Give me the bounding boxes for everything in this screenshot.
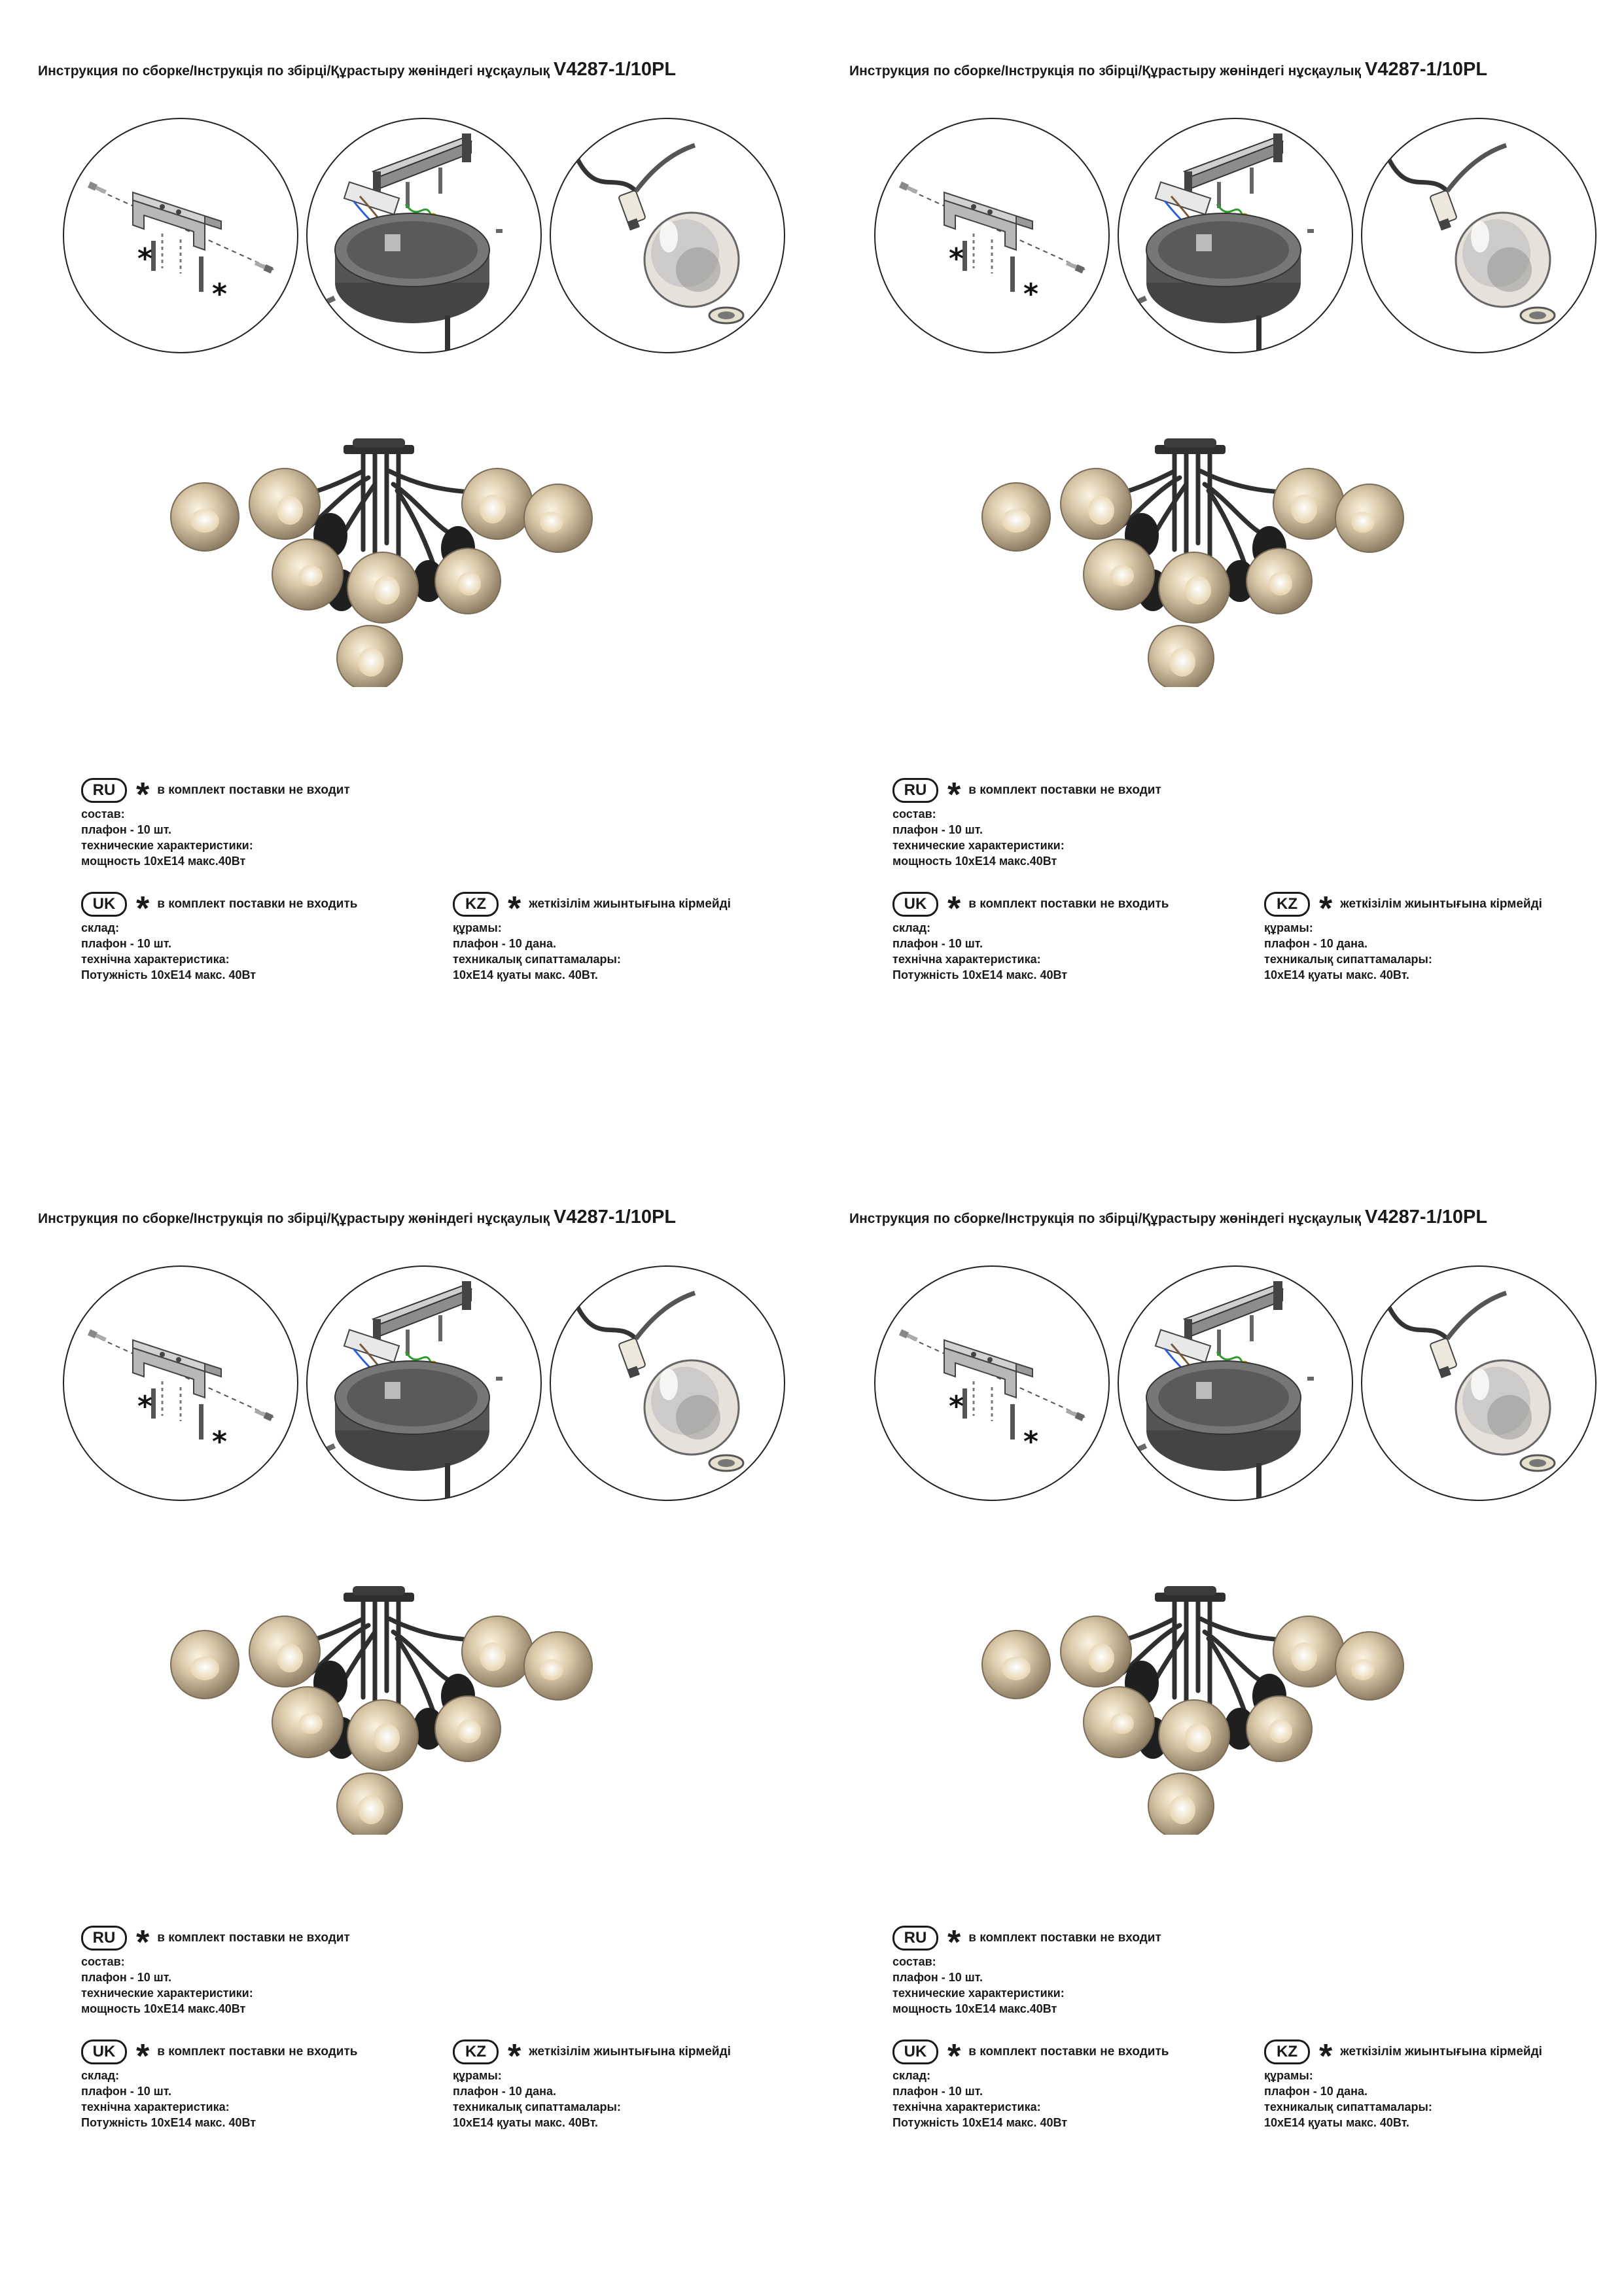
spec-line: состав: xyxy=(892,807,936,821)
instruction-title xyxy=(38,1207,676,1228)
socket xyxy=(618,1338,646,1379)
svg-text:*: * xyxy=(212,277,228,311)
asterisk-mark: * xyxy=(1319,890,1333,928)
spec-line: склад: xyxy=(81,921,120,934)
bracket-screws-icon xyxy=(875,1267,1108,1500)
svg-text:*: * xyxy=(949,242,964,275)
spec-line: технические характеристики: xyxy=(892,1987,1065,2000)
not-included-note: жеткізілім жиынтығына кірмейді xyxy=(1340,2045,1542,2058)
asterisk-mark: * xyxy=(508,2038,521,2075)
asterisk-mark: * xyxy=(136,776,150,814)
instruction-panel-bottom-left xyxy=(0,1148,811,2295)
spec-line: состав: xyxy=(892,1955,936,1968)
spec-line: плафон - 10 дана. xyxy=(1264,937,1368,950)
spec-line: плафон - 10 шт. xyxy=(81,1971,171,1984)
step-2-wiring-diagram xyxy=(1118,118,1353,353)
not-included-note: в комплект поставки не входит xyxy=(157,1931,350,1945)
spec-line: плафон - 10 дана. xyxy=(453,937,557,950)
glass-shade xyxy=(644,213,739,307)
not-included-note: жеткізілім жиынтығына кірмейді xyxy=(529,2045,731,2058)
glass-shade xyxy=(1456,1360,1550,1455)
right-screw xyxy=(254,1407,274,1421)
not-included-note: жеткізілім жиынтығына кірмейді xyxy=(1340,897,1542,911)
glass-shade xyxy=(1456,213,1550,307)
step-1-bracket-diagram xyxy=(63,118,298,353)
left-screw xyxy=(899,1329,919,1343)
lang-badge-kz: KZ xyxy=(453,2040,499,2064)
spec-line: техникалық сипаттамалары: xyxy=(453,2100,621,2113)
shade-ring xyxy=(709,308,743,323)
asterisk-mark: * xyxy=(1319,2038,1333,2075)
spec-line: плафон - 10 дана. xyxy=(453,2085,557,2098)
spec-line: мощность 10хЕ14 макс.40Вт xyxy=(892,855,1057,868)
step-3-shade-diagram xyxy=(1361,118,1597,353)
asterisk-mark: * xyxy=(136,2038,150,2075)
step-2-wiring-diagram xyxy=(306,1265,542,1501)
shade-socket-icon xyxy=(1362,1267,1595,1500)
lang-badge-ru: RU xyxy=(892,1926,938,1951)
chandelier-illustration xyxy=(978,1566,1430,1835)
not-included-note: в комплект поставки не входить xyxy=(157,897,358,911)
wiring-canopy-icon xyxy=(308,1267,540,1500)
chandelier-illustration xyxy=(167,419,618,687)
wiring-canopy-icon xyxy=(308,119,540,352)
svg-text:*: * xyxy=(137,242,153,275)
ceiling-canopy xyxy=(1155,438,1226,454)
spec-line: мощность 10хЕ14 макс.40Вт xyxy=(81,855,246,868)
spec-line: құрамы: xyxy=(1264,2069,1313,2082)
ceiling-bracket xyxy=(1184,1281,1282,1347)
asterisk-mark: * xyxy=(136,1924,150,1962)
section-uk xyxy=(81,890,357,983)
shade-ring xyxy=(709,1455,743,1471)
step-3-shade-diagram xyxy=(1361,1265,1597,1501)
bracket-screws-icon xyxy=(64,119,297,352)
lang-badge-kz: KZ xyxy=(1264,892,1310,917)
spec-line: 10хЕ14 қуаты макс. 40Вт. xyxy=(453,2116,598,2129)
spec-line: технічна характеристика: xyxy=(892,2100,1041,2113)
chandelier-icon xyxy=(978,419,1430,687)
model-number: V4287-1/10PL xyxy=(554,59,677,80)
instruction-panel-top-left xyxy=(0,0,811,1148)
spec-line: плафон - 10 шт. xyxy=(81,937,171,950)
section-uk xyxy=(81,2038,357,2130)
ceiling-bracket xyxy=(1184,133,1282,199)
spec-line: технічна характеристика: xyxy=(81,953,230,966)
asterisk-mark: * xyxy=(136,890,150,928)
svg-text:*: * xyxy=(1023,1425,1039,1458)
instruction-title xyxy=(849,1207,1487,1228)
spec-line: плафон - 10 шт. xyxy=(892,937,983,950)
ceiling-bracket xyxy=(373,1281,471,1347)
spec-line: плафон - 10 шт. xyxy=(892,1971,983,1984)
spec-line: технические характеристики: xyxy=(892,839,1065,852)
spec-line: Потужність 10хЕ14 макс. 40Вт xyxy=(81,2116,256,2129)
shade-socket-icon xyxy=(551,119,784,352)
wiring-canopy-icon xyxy=(1119,119,1352,352)
svg-text:*: * xyxy=(1023,277,1039,311)
asterisk-mark: * xyxy=(508,890,521,928)
section-kz xyxy=(453,2038,731,2130)
lang-badge-uk: UK xyxy=(892,2040,938,2064)
spec-line: 10хЕ14 қуаты макс. 40Вт. xyxy=(1264,2116,1409,2129)
canopy xyxy=(1146,1361,1301,1471)
spec-line: техникалық сипаттамалары: xyxy=(1264,953,1432,966)
asterisk-mark: * xyxy=(947,776,961,814)
section-uk xyxy=(892,890,1169,983)
spec-line: плафон - 10 шт. xyxy=(892,823,983,836)
chandelier-illustration xyxy=(978,419,1430,687)
lang-badge-kz: KZ xyxy=(1264,2040,1310,2064)
shade-ring xyxy=(1521,308,1555,323)
left-screw xyxy=(88,1329,107,1343)
svg-text:*: * xyxy=(212,1425,228,1458)
shade-socket-icon xyxy=(551,1267,784,1500)
svg-text:*: * xyxy=(949,1390,964,1423)
ceiling-canopy xyxy=(344,1586,414,1602)
not-included-note: в комплект поставки не входит xyxy=(968,783,1161,797)
lang-badge-uk: UK xyxy=(81,2040,127,2064)
spec-line: техникалық сипаттамалары: xyxy=(1264,2100,1432,2113)
instruction-title xyxy=(849,59,1487,80)
spec-line: 10хЕ14 қуаты макс. 40Вт. xyxy=(453,968,598,981)
right-screw xyxy=(254,260,274,274)
section-ru xyxy=(892,776,1161,869)
spec-line: технічна характеристика: xyxy=(892,953,1041,966)
mounting-bracket xyxy=(944,1340,1033,1398)
spec-line: состав: xyxy=(81,807,125,821)
asterisk-mark: * xyxy=(947,1924,961,1962)
spec-line: мощность 10хЕ14 макс.40Вт xyxy=(81,2002,246,2015)
not-included-note: в комплект поставки не входить xyxy=(157,2045,358,2058)
spec-line: технічна характеристика: xyxy=(81,2100,230,2113)
step-3-shade-diagram xyxy=(550,1265,785,1501)
chandelier-icon xyxy=(978,1566,1430,1835)
not-included-note: в комплект поставки не входит xyxy=(968,1931,1161,1945)
instruction-panel-top-right xyxy=(811,0,1623,1148)
glass-shade xyxy=(644,1360,739,1455)
spec-line: 10хЕ14 қуаты макс. 40Вт. xyxy=(1264,968,1409,981)
spec-line: Потужність 10хЕ14 макс. 40Вт xyxy=(892,2116,1068,2129)
mounting-bracket xyxy=(133,1340,221,1398)
spec-line: құрамы: xyxy=(1264,921,1313,934)
socket xyxy=(618,190,646,231)
left-screw xyxy=(899,181,919,195)
spec-line: плафон - 10 шт. xyxy=(81,823,171,836)
spec-line: технические характеристики: xyxy=(81,839,253,852)
chandelier-icon xyxy=(167,1566,618,1835)
lang-badge-kz: KZ xyxy=(453,892,499,917)
shade-socket-icon xyxy=(1362,119,1595,352)
title-text: Инструкция по сборке/Інструкція по збірці/Құрастыру жөніндегі нұсқаулық xyxy=(849,1211,1362,1226)
spec-line: плафон - 10 дана. xyxy=(1264,2085,1368,2098)
section-kz xyxy=(453,890,731,983)
spec-line: техникалық сипаттамалары: xyxy=(453,953,621,966)
step-2-wiring-diagram xyxy=(306,118,542,353)
left-screw xyxy=(88,181,107,195)
lang-badge-uk: UK xyxy=(892,892,938,917)
section-kz xyxy=(1264,890,1542,983)
bracket-screws-icon xyxy=(875,119,1108,352)
instruction-panel-bottom-right xyxy=(811,1148,1623,2295)
spec-line: құрамы: xyxy=(453,2069,502,2082)
title-text: Инструкция по сборке/Інструкція по збірці/Құрастыру жөніндегі нұсқаулық xyxy=(849,63,1362,79)
wiring-canopy-icon xyxy=(1119,1267,1352,1500)
title-text: Инструкция по сборке/Інструкція по збірці/Құрастыру жөніндегі нұсқаулық xyxy=(38,63,550,79)
not-included-note: жеткізілім жиынтығына кірмейді xyxy=(529,897,731,911)
bracket-screws-icon xyxy=(64,1267,297,1500)
not-included-note: в комплект поставки не входит xyxy=(157,783,350,797)
step-1-bracket-diagram xyxy=(874,118,1110,353)
spec-line: склад: xyxy=(892,921,931,934)
spec-line: склад: xyxy=(81,2069,120,2082)
ceiling-canopy xyxy=(344,438,414,454)
section-ru xyxy=(81,776,350,869)
not-included-note: в комплект поставки не входить xyxy=(968,897,1169,911)
spec-line: плафон - 10 шт. xyxy=(892,2085,983,2098)
section-kz xyxy=(1264,2038,1542,2130)
lang-badge-ru: RU xyxy=(81,1926,127,1951)
right-screw xyxy=(1065,260,1085,274)
spec-line: құрамы: xyxy=(453,921,502,934)
svg-text:*: * xyxy=(137,1390,153,1423)
shade-ring xyxy=(1521,1455,1555,1471)
socket xyxy=(1430,1338,1457,1379)
lang-badge-uk: UK xyxy=(81,892,127,917)
step-1-bracket-diagram xyxy=(63,1265,298,1501)
mounting-bracket xyxy=(133,192,221,250)
spec-line: технические характеристики: xyxy=(81,1987,253,2000)
spec-line: состав: xyxy=(81,1955,125,1968)
chandelier-icon xyxy=(167,419,618,687)
spec-line: плафон - 10 шт. xyxy=(81,2085,171,2098)
canopy xyxy=(335,1361,489,1471)
lang-badge-ru: RU xyxy=(892,778,938,803)
step-1-bracket-diagram xyxy=(874,1265,1110,1501)
canopy xyxy=(335,213,489,323)
spec-line: Потужність 10хЕ14 макс. 40Вт xyxy=(81,968,256,981)
ceiling-bracket xyxy=(373,133,471,199)
spec-line: Потужність 10хЕ14 макс. 40Вт xyxy=(892,968,1068,981)
asterisk-mark: * xyxy=(947,890,961,928)
model-number: V4287-1/10PL xyxy=(1365,59,1488,80)
section-ru xyxy=(81,1924,350,2017)
model-number: V4287-1/10PL xyxy=(554,1207,677,1227)
model-number: V4287-1/10PL xyxy=(1365,1207,1488,1227)
step-2-wiring-diagram xyxy=(1118,1265,1353,1501)
ceiling-canopy xyxy=(1155,1586,1226,1602)
socket xyxy=(1430,190,1457,231)
chandelier-illustration xyxy=(167,1566,618,1835)
right-screw xyxy=(1065,1407,1085,1421)
title-text: Инструкция по сборке/Інструкція по збірці/Құрастыру жөніндегі нұсқаулық xyxy=(38,1211,550,1226)
lang-badge-ru: RU xyxy=(81,778,127,803)
mounting-bracket xyxy=(944,192,1033,250)
canopy xyxy=(1146,213,1301,323)
not-included-note: в комплект поставки не входить xyxy=(968,2045,1169,2058)
instruction-title xyxy=(38,59,676,80)
section-ru xyxy=(892,1924,1161,2017)
section-uk xyxy=(892,2038,1169,2130)
spec-line: склад: xyxy=(892,2069,931,2082)
spec-line: мощность 10хЕ14 макс.40Вт xyxy=(892,2002,1057,2015)
step-3-shade-diagram xyxy=(550,118,785,353)
asterisk-mark: * xyxy=(947,2038,961,2075)
